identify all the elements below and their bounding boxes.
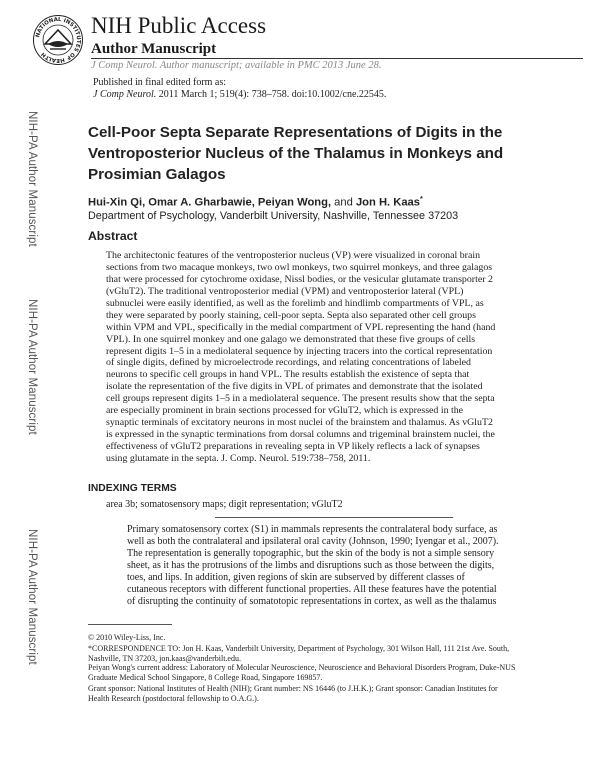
indexing-terms: area 3b; somatosensory maps; digit representation; vGluT2 xyxy=(106,499,343,510)
footnote-divider xyxy=(88,624,172,625)
footnote-copyright: © 2010 Wiley-Liss, Inc. xyxy=(88,633,166,642)
footnote-grants: Health Research (postdoctoral fellowship to O.A.G.). xyxy=(88,693,259,703)
corresponding-mark: * xyxy=(420,196,423,203)
intro-line: sheet, as it has the protrusions of the limbs and disruptions such as those between the digits, xyxy=(127,560,495,572)
abstract-line: synaptic terminals of excitatory neurons in most nuclei of the brainstem and thalamus. As vGluT2 xyxy=(106,417,493,429)
abstract-heading: Abstract xyxy=(88,229,138,243)
abstract-line: they were separated by poorly staining, cell-poor septa. Septa also separated other cell groups xyxy=(106,309,476,321)
header-divider xyxy=(91,58,583,59)
abstract-line: isolate the representation of the five digits in VPL of primates and demonstrate that the isolated xyxy=(106,381,483,393)
published-line: Published in final edited form as: xyxy=(93,77,227,88)
abstract-line: are especially prominent in brain sections processed for vGluT2, which is expressed in the xyxy=(106,405,464,417)
abstract-line: (vGluT2). The traditional ventroposterior medial (VPM) and ventroposterior lateral (VPL) xyxy=(106,285,464,297)
footnote-correspondence: Nashville, TN 37203, jon.kaas@vanderbilt.edu. xyxy=(88,653,241,663)
sidebar-label: NIH-PA Author Manuscript xyxy=(26,299,38,435)
header-title: NIH Public Access xyxy=(91,13,267,38)
abstract-line: using glutamate in the septa. J. Comp. Neurol. 519:738–758, 2011. xyxy=(106,452,371,464)
intro-line: of disrupting the continuity of somatotopic representations in cortex, as well as the thalamus xyxy=(127,596,497,608)
footnote-grants: Grant sponsor: National Institutes of Health (NIH); Grant number: NS 16446 (to J.H.K.); Grant sponsor: Canadian Institutes for xyxy=(88,683,498,693)
footnote-address: Peiyan Wong's current address: Laboratory of Molecular Neuroscience, Neuroscience and Behavioral Disorders Program, Duke-NUS xyxy=(88,663,516,673)
affiliation: Department of Psychology, Vanderbilt University, Nashville, Tennessee 37203 xyxy=(88,210,459,222)
abstract-line: sections from two macaque monkeys, two owl monkeys, two squirrel monkeys, and three galagos xyxy=(106,261,493,273)
paper-title: Cell-Poor Septa Separate Representations of Digits in the Ventroposterior Nucleus of the Thalamus in Monkeys and Prosimian Galagos xyxy=(88,124,504,183)
authors-last: Jon H. Kaas xyxy=(355,196,420,209)
intro-line: cutaneous receptors with different functional properties. All these features have the potential xyxy=(127,584,497,596)
intro-line: toes, and lips. In addition, given regions of skin are subserved by different classes of xyxy=(127,572,465,584)
footnote-address: Graduate Medical School Singapore, 8 College Road, Singapore 169857. xyxy=(88,672,323,682)
footnote-correspondence: *CORRESPONDENCE TO: Jon H. Kaas, Vanderbilt University, Department of Psychology, 301 Wilson Hall, 111 21st Ave. South, xyxy=(88,644,510,654)
abstract-line: within VPM and VPL, specifically in the medial compartment of VPL representing the hand (hand xyxy=(106,321,496,333)
abstract-line: The architectonic features of the ventroposterior nucleus (VP) were visualized in coronal brain xyxy=(106,250,481,261)
abstract-line: is expressed in the synaptic terminations from dorsal columns and trigeminal brainstem nuclei, the xyxy=(106,429,495,441)
footnotes xyxy=(88,633,582,703)
abstract-line: subnuclei were easily identified, as well as the forelimb and hindlimb compartments of VPL, as xyxy=(106,297,484,309)
authors-and: and xyxy=(331,196,356,209)
intro-body xyxy=(127,524,582,608)
citation-details: 2011 March 1; 519(4): 738–758. doi:10.1002/cne.22545. xyxy=(156,89,387,100)
abstract-line: of single digits, defined by microelectrode recordings, and relating concentrations of labeled xyxy=(106,357,471,369)
citation xyxy=(93,89,386,100)
intro-line: Primary somatosensory cortex (S1) in mammals represents the contralateral body surface, as xyxy=(127,524,498,535)
intro-line: well as both the contralateral and ipsilateral oral cavity (Johnson, 1990; Iyengar et al., 2007). xyxy=(127,536,499,548)
intro-line: The representation is generally topographic, but the skin of the body is not a simple sensory xyxy=(127,548,495,560)
sidebar-label: NIH-PA Author Manuscript xyxy=(26,111,38,247)
abstract-line: neurons to specific cell groups in hand VPL. The results establish the existence of septa that xyxy=(106,369,470,381)
abstract-line: effectiveness of vGluT2 preparations in revealing septa in VP likely reflects a lack of synapses xyxy=(106,441,480,452)
svg-text:NATIONAL INSTITUTES OF HEALTH xyxy=(35,17,81,63)
authors-first: Hui-Xin Qi, Omar A. Gharbawie, Peiyan Wong, xyxy=(88,196,332,209)
sidebar-label: NIH-PA Author Manuscript xyxy=(26,529,38,665)
availability-notice: J Comp Neurol. Author manuscript; available in PMC 2013 June 28. xyxy=(91,60,382,71)
logo-ring-text: NATIONAL INSTITUTES OF HEALTH xyxy=(35,16,82,64)
author-list xyxy=(88,196,423,209)
indexing-heading: INDEXING TERMS xyxy=(88,483,177,494)
header-subtitle: Author Manuscript xyxy=(91,41,217,57)
abstract-body xyxy=(106,250,580,465)
abstract-line: represent digits 1–5 in a mediolateral sequence by injecting tracers into the cortical representation xyxy=(106,345,493,357)
abstract-line: VPL). In one squirrel monkey and one galago we demonstrated that these five groups of cells xyxy=(106,333,476,345)
citation-journal: J Comp Neurol. xyxy=(93,89,157,100)
abstract-line: that were processed for cytochrome oxidase, Nissl bodies, or the vesicular glutamate transporter 2 xyxy=(106,273,493,285)
section-divider xyxy=(215,517,453,518)
abstract-line: cell groups represent digits 1–5 in a mediolateral sequence. The present results show that the septa xyxy=(106,393,495,405)
nih-logo-icon xyxy=(32,14,84,66)
